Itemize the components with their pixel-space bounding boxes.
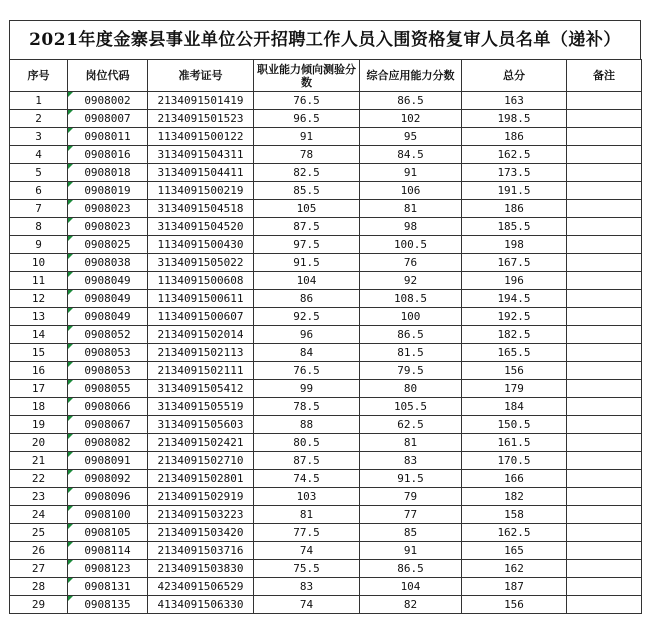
table-cell: 100.5 xyxy=(360,236,462,254)
table-cell: 185.5 xyxy=(462,218,567,236)
table-cell xyxy=(567,542,642,560)
table-row xyxy=(10,146,642,164)
table-cell: 74 xyxy=(254,596,360,614)
table-cell: 97.5 xyxy=(254,236,360,254)
table-cell: 100 xyxy=(360,308,462,326)
table-cell: 96.5 xyxy=(254,110,360,128)
table-cell: 19 xyxy=(10,416,68,434)
table-cell: 76.5 xyxy=(254,92,360,110)
table-cell: 0908100 xyxy=(68,506,148,524)
table-cell: 158 xyxy=(462,506,567,524)
table-cell: 78.5 xyxy=(254,398,360,416)
table-cell: 2134091502919 xyxy=(148,488,254,506)
table-row xyxy=(10,596,642,614)
table-cell: 8 xyxy=(10,218,68,236)
table-cell: 88 xyxy=(254,416,360,434)
table-cell: 0908135 xyxy=(68,596,148,614)
table-cell: 0908131 xyxy=(68,578,148,596)
table-row xyxy=(10,362,642,380)
table-cell: 74.5 xyxy=(254,470,360,488)
table-cell: 4234091506529 xyxy=(148,578,254,596)
table-cell: 80.5 xyxy=(254,434,360,452)
table-cell: 198 xyxy=(462,236,567,254)
table-cell: 0908092 xyxy=(68,470,148,488)
table-cell xyxy=(567,128,642,146)
table-cell: 81.5 xyxy=(360,344,462,362)
table-cell: 86.5 xyxy=(360,92,462,110)
table-cell xyxy=(567,290,642,308)
table-cell: 3134091504518 xyxy=(148,200,254,218)
table-cell xyxy=(567,416,642,434)
table-cell: 105 xyxy=(254,200,360,218)
table-cell: 2134091501523 xyxy=(148,110,254,128)
table-cell: 87.5 xyxy=(254,452,360,470)
table-cell: 79 xyxy=(360,488,462,506)
table-cell: 1134091500219 xyxy=(148,182,254,200)
table-cell: 167.5 xyxy=(462,254,567,272)
table-cell xyxy=(567,578,642,596)
header-cell: 综合应用能力分数 xyxy=(360,60,462,92)
table-cell: 22 xyxy=(10,470,68,488)
table-cell: 84.5 xyxy=(360,146,462,164)
table-cell: 196 xyxy=(462,272,567,290)
table-cell: 85 xyxy=(360,524,462,542)
table-cell: 104 xyxy=(254,272,360,290)
table-cell: 92.5 xyxy=(254,308,360,326)
table-cell: 21 xyxy=(10,452,68,470)
table-cell: 13 xyxy=(10,308,68,326)
table-cell xyxy=(567,254,642,272)
table-cell: 87.5 xyxy=(254,218,360,236)
table-cell: 81 xyxy=(360,200,462,218)
table-cell: 3134091505412 xyxy=(148,380,254,398)
table-cell: 162.5 xyxy=(462,524,567,542)
table-cell xyxy=(567,470,642,488)
table-cell: 0908105 xyxy=(68,524,148,542)
table-cell xyxy=(567,146,642,164)
header-row xyxy=(10,60,642,92)
header-cell: 职业能力倾向测验分数 xyxy=(254,60,360,92)
table-cell: 1134091500607 xyxy=(148,308,254,326)
table-cell xyxy=(567,524,642,542)
table-cell: 191.5 xyxy=(462,182,567,200)
table-cell: 186 xyxy=(462,128,567,146)
table-cell xyxy=(567,110,642,128)
table-cell: 1 xyxy=(10,92,68,110)
table-cell xyxy=(567,308,642,326)
table-cell: 105.5 xyxy=(360,398,462,416)
table-cell: 184 xyxy=(462,398,567,416)
table-cell: 2134091503223 xyxy=(148,506,254,524)
table-cell: 26 xyxy=(10,542,68,560)
table-cell: 0908052 xyxy=(68,326,148,344)
table-cell: 166 xyxy=(462,470,567,488)
table-cell: 76.5 xyxy=(254,362,360,380)
table-cell: 1134091500122 xyxy=(148,128,254,146)
table-cell: 7 xyxy=(10,200,68,218)
table-cell: 82.5 xyxy=(254,164,360,182)
table-cell: 156 xyxy=(462,362,567,380)
table-cell: 162.5 xyxy=(462,146,567,164)
table-cell: 2134091502111 xyxy=(148,362,254,380)
table-cell: 192.5 xyxy=(462,308,567,326)
table-cell: 179 xyxy=(462,380,567,398)
table-cell xyxy=(567,452,642,470)
table-cell: 20 xyxy=(10,434,68,452)
table-cell: 4134091506330 xyxy=(148,596,254,614)
table-cell: 10 xyxy=(10,254,68,272)
table-cell: 104 xyxy=(360,578,462,596)
header-cell: 准考证号 xyxy=(148,60,254,92)
table-row xyxy=(10,416,642,434)
table-cell: 1134091500430 xyxy=(148,236,254,254)
table-row xyxy=(10,470,642,488)
table-cell: 173.5 xyxy=(462,164,567,182)
table-cell xyxy=(567,506,642,524)
table-cell xyxy=(567,200,642,218)
header-cell: 总分 xyxy=(462,60,567,92)
table-cell xyxy=(567,236,642,254)
table-row xyxy=(10,200,642,218)
table-cell: 0908053 xyxy=(68,344,148,362)
table-cell: 0908025 xyxy=(68,236,148,254)
table-cell: 27 xyxy=(10,560,68,578)
table-cell: 186 xyxy=(462,200,567,218)
table-cell xyxy=(567,488,642,506)
table-cell xyxy=(567,272,642,290)
table-cell: 3134091504520 xyxy=(148,218,254,236)
table-cell: 2134091502421 xyxy=(148,434,254,452)
table-row xyxy=(10,254,642,272)
table-cell: 150.5 xyxy=(462,416,567,434)
table-cell: 3134091504411 xyxy=(148,164,254,182)
table-cell: 23 xyxy=(10,488,68,506)
table-cell: 2134091502710 xyxy=(148,452,254,470)
header-cell: 序号 xyxy=(10,60,68,92)
table-row xyxy=(10,164,642,182)
table-cell: 0908002 xyxy=(68,92,148,110)
table-cell: 17 xyxy=(10,380,68,398)
table-cell: 28 xyxy=(10,578,68,596)
table-cell: 1134091500608 xyxy=(148,272,254,290)
table-cell: 91 xyxy=(254,128,360,146)
table-cell: 0908066 xyxy=(68,398,148,416)
table-cell xyxy=(567,362,642,380)
table-row xyxy=(10,236,642,254)
table-cell: 0908091 xyxy=(68,452,148,470)
table-cell: 2134091503420 xyxy=(148,524,254,542)
table-cell: 5 xyxy=(10,164,68,182)
table-cell xyxy=(567,218,642,236)
table-cell: 187 xyxy=(462,578,567,596)
table-cell: 24 xyxy=(10,506,68,524)
table-cell: 2134091501419 xyxy=(148,92,254,110)
table-cell: 9 xyxy=(10,236,68,254)
header-cell: 备注 xyxy=(567,60,642,92)
table-cell: 86.5 xyxy=(360,326,462,344)
table-cell: 84 xyxy=(254,344,360,362)
table-row xyxy=(10,290,642,308)
table-cell: 3134091505022 xyxy=(148,254,254,272)
table-cell: 12 xyxy=(10,290,68,308)
table-cell: 161.5 xyxy=(462,434,567,452)
table-cell: 0908019 xyxy=(68,182,148,200)
table-cell: 1134091500611 xyxy=(148,290,254,308)
table-cell xyxy=(567,92,642,110)
table-cell: 102 xyxy=(360,110,462,128)
table-row xyxy=(10,326,642,344)
table-cell xyxy=(567,326,642,344)
table-cell: 0908023 xyxy=(68,218,148,236)
table-row xyxy=(10,182,642,200)
table-cell: 98 xyxy=(360,218,462,236)
table-cell: 14 xyxy=(10,326,68,344)
table-cell: 0908011 xyxy=(68,128,148,146)
table-cell: 91 xyxy=(360,542,462,560)
header-cell: 岗位代码 xyxy=(68,60,148,92)
table-cell: 25 xyxy=(10,524,68,542)
table-cell: 2134091502801 xyxy=(148,470,254,488)
table-cell xyxy=(567,182,642,200)
table-cell: 0908018 xyxy=(68,164,148,182)
table-cell: 0908049 xyxy=(68,290,148,308)
table-row xyxy=(10,488,642,506)
table-cell: 170.5 xyxy=(462,452,567,470)
table-cell: 0908055 xyxy=(68,380,148,398)
table-cell: 3134091505519 xyxy=(148,398,254,416)
table-cell: 0908049 xyxy=(68,308,148,326)
table-cell: 79.5 xyxy=(360,362,462,380)
table-cell: 80 xyxy=(360,380,462,398)
table-cell xyxy=(567,434,642,452)
table-row xyxy=(10,308,642,326)
table-row xyxy=(10,344,642,362)
table-row xyxy=(10,542,642,560)
page-title: 2021年度金寨县事业单位公开招聘工作人员入围资格复审人员名单（递补） xyxy=(9,20,641,59)
table-cell: 0908023 xyxy=(68,200,148,218)
table-cell: 0908016 xyxy=(68,146,148,164)
table-cell: 0908114 xyxy=(68,542,148,560)
table-cell: 99 xyxy=(254,380,360,398)
table-cell: 81 xyxy=(360,434,462,452)
table-cell: 91 xyxy=(360,164,462,182)
table-cell: 29 xyxy=(10,596,68,614)
table-cell: 0908007 xyxy=(68,110,148,128)
table-cell: 2134091503830 xyxy=(148,560,254,578)
table-cell: 78 xyxy=(254,146,360,164)
table-cell xyxy=(567,398,642,416)
table-row xyxy=(10,92,642,110)
table-cell: 83 xyxy=(360,452,462,470)
table-cell: 74 xyxy=(254,542,360,560)
table-cell: 3134091505603 xyxy=(148,416,254,434)
table-cell: 81 xyxy=(254,506,360,524)
table-row xyxy=(10,398,642,416)
table-cell: 2134091502113 xyxy=(148,344,254,362)
table-cell: 11 xyxy=(10,272,68,290)
table-cell: 83 xyxy=(254,578,360,596)
table-cell: 165 xyxy=(462,542,567,560)
table-cell: 75.5 xyxy=(254,560,360,578)
table-cell: 0908067 xyxy=(68,416,148,434)
table-cell: 76 xyxy=(360,254,462,272)
table-cell: 194.5 xyxy=(462,290,567,308)
table-cell: 108.5 xyxy=(360,290,462,308)
table-cell: 86.5 xyxy=(360,560,462,578)
table-cell: 91.5 xyxy=(360,470,462,488)
table-cell: 2134091503716 xyxy=(148,542,254,560)
table-row xyxy=(10,272,642,290)
table-row xyxy=(10,218,642,236)
table-cell: 16 xyxy=(10,362,68,380)
table-cell: 3134091504311 xyxy=(148,146,254,164)
table-cell: 162 xyxy=(462,560,567,578)
table-cell: 91.5 xyxy=(254,254,360,272)
table-cell: 85.5 xyxy=(254,182,360,200)
table-cell: 96 xyxy=(254,326,360,344)
table-cell: 182 xyxy=(462,488,567,506)
spreadsheet xyxy=(9,20,641,614)
table-row xyxy=(10,128,642,146)
table-cell: 0908053 xyxy=(68,362,148,380)
table-cell: 92 xyxy=(360,272,462,290)
table-cell: 15 xyxy=(10,344,68,362)
table-cell: 165.5 xyxy=(462,344,567,362)
table-cell: 156 xyxy=(462,596,567,614)
table-row xyxy=(10,110,642,128)
table-cell: 77.5 xyxy=(254,524,360,542)
table-cell xyxy=(567,344,642,362)
table-cell xyxy=(567,380,642,398)
table-row xyxy=(10,506,642,524)
table-row xyxy=(10,560,642,578)
table-cell: 0908123 xyxy=(68,560,148,578)
table-cell: 0908082 xyxy=(68,434,148,452)
table-row xyxy=(10,434,642,452)
table-cell xyxy=(567,560,642,578)
table-cell: 62.5 xyxy=(360,416,462,434)
table-cell: 0908096 xyxy=(68,488,148,506)
table-cell: 3 xyxy=(10,128,68,146)
table-cell: 106 xyxy=(360,182,462,200)
candidate-table xyxy=(9,59,642,614)
table-cell: 6 xyxy=(10,182,68,200)
table-cell: 0908049 xyxy=(68,272,148,290)
table-row xyxy=(10,524,642,542)
table-cell: 86 xyxy=(254,290,360,308)
table-cell: 95 xyxy=(360,128,462,146)
table-cell: 2134091502014 xyxy=(148,326,254,344)
table-cell: 198.5 xyxy=(462,110,567,128)
table-row xyxy=(10,578,642,596)
table-cell: 77 xyxy=(360,506,462,524)
table-cell xyxy=(567,164,642,182)
table-cell: 0908038 xyxy=(68,254,148,272)
table-cell: 182.5 xyxy=(462,326,567,344)
table-cell: 4 xyxy=(10,146,68,164)
table-cell: 18 xyxy=(10,398,68,416)
table-row xyxy=(10,452,642,470)
table-cell: 163 xyxy=(462,92,567,110)
table-cell: 2 xyxy=(10,110,68,128)
table-cell xyxy=(567,596,642,614)
table-row xyxy=(10,380,642,398)
table-cell: 82 xyxy=(360,596,462,614)
table-cell: 103 xyxy=(254,488,360,506)
